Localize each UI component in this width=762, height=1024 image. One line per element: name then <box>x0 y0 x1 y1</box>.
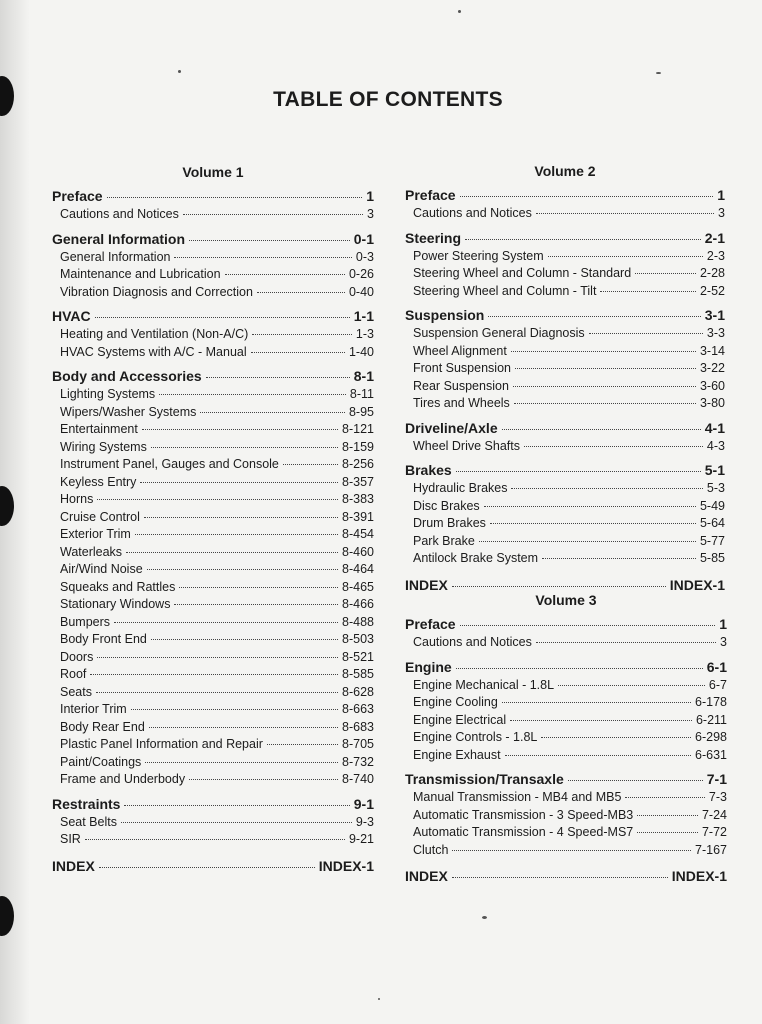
entry-label: Driveline/Axle <box>405 419 498 436</box>
dot-leader <box>149 726 338 728</box>
toc-entry-hydraulic-brakes <box>405 481 725 499</box>
entry-page-number: INDEX-1 <box>671 868 727 884</box>
entry-page-number: 8-663 <box>342 702 374 716</box>
dot-leader <box>151 446 338 448</box>
toc-entry-exterior-trim <box>52 527 374 545</box>
dot-leader <box>452 876 668 878</box>
paper-speck <box>458 10 461 13</box>
section-heading-index <box>52 858 374 877</box>
entry-label: Restraints <box>52 795 121 812</box>
dot-leader <box>99 866 315 868</box>
toc-entry-keyless-entry <box>52 475 374 493</box>
entry-page-number: 3-60 <box>699 378 725 393</box>
dot-leader <box>97 656 338 658</box>
toc-entry-lighting-systems <box>52 387 374 405</box>
dot-leader <box>488 315 700 317</box>
entry-page-number: 2-3 <box>706 248 725 263</box>
entry-label: Cautions and Notices <box>413 206 532 220</box>
dot-leader <box>131 708 338 710</box>
dot-leader <box>536 641 716 643</box>
dot-leader <box>107 196 363 198</box>
entry-page-number: INDEX-1 <box>318 857 374 874</box>
entry-label: Exterior Trim <box>60 527 131 541</box>
entry-page-number: 9-1 <box>353 795 374 812</box>
dot-leader <box>452 585 666 587</box>
entry-page-number: 2-1 <box>704 229 725 246</box>
dot-leader <box>174 256 351 258</box>
toc-entry-engine-exhaust <box>405 748 727 766</box>
entry-label: Drum Brakes <box>413 516 486 530</box>
entry-label: Steering Wheel and Column - Tilt <box>413 283 597 298</box>
dot-leader <box>206 376 350 378</box>
entry-label: Horns <box>60 492 94 506</box>
toc-entry-entertainment <box>52 422 374 440</box>
dot-leader <box>548 255 703 257</box>
entry-page-number: 6-298 <box>695 730 727 744</box>
entry-page-number: 8-454 <box>342 527 374 541</box>
entry-page-number: 6-178 <box>695 695 727 709</box>
toc-entry-drum-brakes <box>405 516 725 534</box>
section-heading-preface <box>405 616 727 635</box>
dot-leader <box>625 796 705 798</box>
entry-page-number: 3-3 <box>706 326 725 340</box>
entry-page-number: 4-1 <box>704 419 725 436</box>
toc-entry-engine-electrical <box>405 713 727 731</box>
dot-leader <box>456 470 701 472</box>
toc-entry-frame-and-underbody <box>52 772 374 790</box>
section-heading-body-and-accessories <box>52 368 374 387</box>
section-heading-suspension <box>405 307 725 326</box>
entry-label: SIR <box>60 832 81 846</box>
page-title: TABLE OF CONTENTS <box>273 88 503 111</box>
toc-entry-stationary-windows <box>52 597 374 615</box>
toc-entry-cautions-and-notices <box>405 206 725 224</box>
entry-page-number: 3 <box>367 207 374 221</box>
entry-label: Frame and Underbody <box>60 772 186 786</box>
toc-entry-front-suspension <box>405 361 725 379</box>
dot-leader <box>456 667 703 669</box>
entry-label: Seats <box>60 684 92 699</box>
entry-page-number: 2-28 <box>699 266 725 280</box>
toc-entry-automatic-transmission-3-speed-mb3 <box>405 808 727 826</box>
entry-label: Body and Accessories <box>52 368 202 384</box>
toc-entry-general-information <box>52 250 374 268</box>
toc-entry-wheel-alignment <box>405 344 725 362</box>
entry-label: Cautions and Notices <box>60 207 179 221</box>
entry-label: Suspension General Diagnosis <box>413 326 585 340</box>
dot-leader <box>511 487 702 489</box>
toc-entry-park-brake <box>405 534 725 552</box>
entry-label: Plastic Panel Information and Repair <box>60 737 263 751</box>
entry-page-number: 0-26 <box>348 267 374 281</box>
entry-label: Squeaks and Rattles <box>60 579 176 594</box>
entry-label: Instrument Panel, Gauges and Console <box>60 457 279 471</box>
toc-entry-instrument-panel-gauges-and-console <box>52 457 374 475</box>
toc-entry-paint-coatings <box>52 755 374 773</box>
entry-page-number: 5-77 <box>699 533 725 548</box>
entry-label: Wipers/Washer Systems <box>60 404 197 419</box>
entry-label: HVAC Systems with A/C - Manual <box>60 344 247 359</box>
entry-page-number: 6-631 <box>695 747 727 762</box>
dot-leader <box>151 638 338 640</box>
dot-leader <box>147 568 338 570</box>
toc-entry-steering-wheel-and-column-tilt <box>405 284 725 302</box>
toc-entry-manual-transmission-mb4-and-mb5 <box>405 790 727 808</box>
entry-label: Suspension <box>405 307 485 323</box>
toc-entry-roof <box>52 667 374 685</box>
volume-3-column <box>405 592 727 887</box>
dot-leader <box>140 481 338 483</box>
entry-page-number: 7-1 <box>706 771 727 787</box>
dot-leader <box>510 719 692 721</box>
toc-entry-engine-mechanical-1-8l <box>405 678 727 696</box>
dot-leader <box>460 195 714 197</box>
toc-entry-waterleaks <box>52 545 374 563</box>
dot-leader <box>124 804 349 806</box>
entry-label: Steering Wheel and Column - Standard <box>413 266 632 280</box>
entry-label: HVAC <box>52 308 91 324</box>
entry-page-number: 8-465 <box>342 579 374 594</box>
entry-page-number: 3 <box>718 206 725 220</box>
entry-label: Wheel Alignment <box>413 343 507 358</box>
dot-leader <box>637 831 698 833</box>
entry-label: Park Brake <box>413 533 475 548</box>
toc-entry-wipers-washer-systems <box>52 405 374 423</box>
entry-label: Interior Trim <box>60 702 127 716</box>
section-heading-general-information <box>52 231 374 250</box>
toc-entry-air-wind-noise <box>52 562 374 580</box>
dot-leader <box>183 213 363 215</box>
entry-label: Engine Mechanical - 1.8L <box>413 677 555 692</box>
dot-leader <box>174 603 338 605</box>
entry-label: Automatic Transmission - 3 Speed-MB3 <box>413 807 634 822</box>
entry-label: Automatic Transmission - 4 Speed-MS7 <box>413 825 634 839</box>
entry-label: INDEX <box>52 857 95 874</box>
dot-leader <box>514 402 696 404</box>
toc-entry-bumpers <box>52 615 374 633</box>
entry-page-number: 8-1 <box>353 368 374 384</box>
entry-label: Roof <box>60 667 87 681</box>
entry-page-number: 5-1 <box>704 462 725 478</box>
entry-label: Heating and Ventilation (Non-A/C) <box>60 327 249 341</box>
toc-entry-cautions-and-notices <box>405 635 727 653</box>
toc-entry-hvac-systems-with-a-c-manual <box>52 345 374 363</box>
toc-entry-engine-controls-1-8l <box>405 730 727 748</box>
entry-label: Stationary Windows <box>60 597 171 611</box>
dot-leader <box>114 621 338 623</box>
entry-label: Lighting Systems <box>60 387 156 401</box>
dot-leader <box>600 290 696 292</box>
entry-label: Engine Electrical <box>413 712 507 727</box>
dot-leader <box>189 778 338 780</box>
dot-leader <box>144 516 338 518</box>
entry-label: Keyless Entry <box>60 474 137 489</box>
entry-label: Engine <box>405 658 452 675</box>
volume-1-column <box>52 164 374 877</box>
entry-page-number: 8-121 <box>342 422 374 436</box>
section-heading-preface <box>405 187 725 206</box>
entry-label: Disc Brakes <box>413 498 480 513</box>
dot-leader <box>542 557 696 559</box>
volume-title: Volume 1 <box>182 164 244 180</box>
dot-leader <box>145 761 338 763</box>
entry-page-number: 3 <box>720 635 727 649</box>
dot-leader <box>126 551 338 553</box>
entry-label: Wheel Drive Shafts <box>413 438 520 453</box>
entry-page-number: 5-64 <box>699 516 725 530</box>
entry-page-number: 6-211 <box>695 712 727 727</box>
dot-leader <box>452 849 691 851</box>
entry-label: Tires and Wheels <box>413 396 510 410</box>
entry-page-number: 3-14 <box>699 343 725 358</box>
toc-entry-steering-wheel-and-column-standard <box>405 266 725 284</box>
dot-leader <box>524 445 703 447</box>
paper-speck <box>656 72 661 74</box>
entry-page-number: 8-159 <box>342 439 374 454</box>
entry-label: Air/Wind Noise <box>60 562 143 576</box>
toc-entry-cruise-control <box>52 510 374 528</box>
dot-leader <box>257 291 345 293</box>
toc-entry-body-rear-end <box>52 720 374 738</box>
dot-leader <box>637 814 698 816</box>
entry-label: INDEX <box>405 576 448 593</box>
dot-leader <box>251 351 345 353</box>
section-heading-brakes <box>405 462 725 481</box>
dot-leader <box>536 212 714 214</box>
entry-page-number: 9-3 <box>355 814 374 829</box>
entry-page-number: 8-11 <box>349 387 374 401</box>
toc-entry-suspension-general-diagnosis <box>405 326 725 344</box>
entry-label: General Information <box>60 249 171 264</box>
entry-label: Doors <box>60 649 94 664</box>
dot-leader <box>85 838 345 840</box>
entry-label: Transmission/Transaxle <box>405 771 564 787</box>
toc-entry-clutch <box>405 843 727 861</box>
dot-leader <box>189 239 350 241</box>
entry-page-number: 8-740 <box>342 772 374 786</box>
dot-leader <box>460 624 716 626</box>
paper-speck <box>178 70 181 73</box>
toc-entry-tires-and-wheels <box>405 396 725 414</box>
entry-label: Seat Belts <box>60 814 117 829</box>
toc-entry-rear-suspension <box>405 379 725 397</box>
entry-page-number: 8-383 <box>342 492 374 506</box>
dot-leader <box>505 754 691 756</box>
dot-leader <box>252 333 352 335</box>
entry-label: Antilock Brake System <box>413 551 539 565</box>
dot-leader <box>159 393 346 395</box>
toc-entry-body-front-end <box>52 632 374 650</box>
dot-leader <box>515 367 696 369</box>
section-heading-steering <box>405 230 725 249</box>
entry-page-number: 8-466 <box>342 597 374 611</box>
entry-page-number: 8-464 <box>342 562 374 576</box>
entry-label: Preface <box>52 188 103 204</box>
toc-entry-seats <box>52 685 374 703</box>
entry-page-number: 2-52 <box>699 283 725 298</box>
toc-entry-power-steering-system <box>405 249 725 267</box>
dot-leader <box>589 332 703 334</box>
section-heading-hvac <box>52 308 374 327</box>
dot-leader <box>283 463 338 465</box>
toc-entry-horns <box>52 492 374 510</box>
entry-page-number: 5-3 <box>706 481 725 495</box>
paper-speck <box>378 998 380 1000</box>
dot-leader <box>135 533 338 535</box>
entry-page-number: 3-80 <box>699 396 725 410</box>
entry-page-number: 8-521 <box>342 649 374 664</box>
entry-label: Cruise Control <box>60 509 140 524</box>
dot-leader <box>479 540 696 542</box>
entry-label: Hydraulic Brakes <box>413 481 508 495</box>
entry-label: Preface <box>405 616 456 632</box>
entry-page-number: 8-705 <box>342 737 374 751</box>
volume-2-column <box>405 163 725 596</box>
entry-page-number: 3-1 <box>704 307 725 323</box>
entry-page-number: 1 <box>717 187 725 203</box>
volume-title: Volume 2 <box>534 163 596 179</box>
section-heading-transmission-transaxle <box>405 771 727 790</box>
entry-page-number: 8-95 <box>348 404 374 419</box>
dot-leader <box>267 743 338 745</box>
entry-page-number: 1 <box>366 188 374 204</box>
toc-entry-antilock-brake-system <box>405 551 725 569</box>
dot-leader <box>465 238 701 240</box>
entry-page-number: 8-391 <box>342 509 374 524</box>
paper-speck <box>482 916 487 919</box>
entry-label: INDEX <box>405 868 448 884</box>
entry-page-number: 5-49 <box>699 498 725 513</box>
toc-entry-disc-brakes <box>405 499 725 517</box>
entry-page-number: 8-488 <box>342 614 374 629</box>
entry-page-number: 1-40 <box>348 344 374 359</box>
section-heading-restraints <box>52 796 374 815</box>
entry-page-number: 8-628 <box>342 684 374 699</box>
entry-label: Body Rear End <box>60 719 145 734</box>
entry-page-number: 8-357 <box>342 474 374 489</box>
entry-page-number: 9-21 <box>348 832 374 846</box>
section-heading-driveline-axle <box>405 420 725 439</box>
entry-page-number: 1-1 <box>353 308 374 324</box>
entry-label: Engine Controls - 1.8L <box>413 730 538 744</box>
entry-label: Power Steering System <box>413 248 544 263</box>
section-heading-index <box>405 868 727 887</box>
toc-entry-squeaks-and-rattles <box>52 580 374 598</box>
entry-page-number: 7-167 <box>695 842 727 857</box>
entry-label: Wiring Systems <box>60 439 147 454</box>
entry-page-number: 7-72 <box>701 825 727 839</box>
dot-leader <box>558 684 705 686</box>
dot-leader <box>484 505 696 507</box>
toc-entry-wiring-systems <box>52 440 374 458</box>
toc-entry-engine-cooling <box>405 695 727 713</box>
entry-label: Rear Suspension <box>413 378 509 393</box>
entry-label: Engine Exhaust <box>413 747 501 762</box>
entry-page-number: 8-732 <box>342 754 374 769</box>
entry-label: Clutch <box>413 842 449 857</box>
dot-leader <box>96 691 338 693</box>
dot-leader <box>490 522 696 524</box>
entry-label: Preface <box>405 187 456 203</box>
entry-page-number: 8-256 <box>342 457 374 471</box>
dot-leader <box>541 736 691 738</box>
entry-label: Front Suspension <box>413 361 511 375</box>
entry-label: Waterleaks <box>60 544 123 559</box>
toc-entry-cautions-and-notices <box>52 207 374 225</box>
entry-label: Vibration Diagnosis and Correction <box>60 284 253 299</box>
toc-entry-seat-belts <box>52 815 374 833</box>
entry-page-number: 1-3 <box>355 327 374 341</box>
dot-leader <box>97 498 338 500</box>
entry-label: Engine Cooling <box>413 695 498 709</box>
toc-entry-doors <box>52 650 374 668</box>
entry-page-number: 0-1 <box>353 230 374 247</box>
entry-page-number: 0-40 <box>348 284 374 299</box>
dot-leader <box>142 428 338 430</box>
entry-page-number: 6-1 <box>706 658 727 675</box>
toc-entry-sir <box>52 832 374 850</box>
toc-entry-plastic-panel-information-and-repair <box>52 737 374 755</box>
toc-entry-maintenance-and-lubrication <box>52 267 374 285</box>
entry-label: Brakes <box>405 462 452 478</box>
dot-leader <box>179 586 338 588</box>
entry-page-number: 6-7 <box>708 677 727 692</box>
entry-label: Bumpers <box>60 614 111 629</box>
dot-leader <box>511 350 696 352</box>
entry-page-number: 8-460 <box>342 544 374 559</box>
entry-page-number: 5-85 <box>699 551 725 565</box>
entry-page-number: 1 <box>719 616 727 632</box>
dot-leader <box>225 273 345 275</box>
dot-leader <box>90 673 338 675</box>
entry-label: Cautions and Notices <box>413 635 532 649</box>
section-heading-preface <box>52 188 374 207</box>
entry-label: Paint/Coatings <box>60 754 142 769</box>
entry-page-number: 8-683 <box>342 719 374 734</box>
toc-entry-heating-and-ventilation-non-a-c <box>52 327 374 345</box>
volume-title: Volume 3 <box>535 592 597 608</box>
toc-entry-interior-trim <box>52 702 374 720</box>
entry-label: Manual Transmission - MB4 and MB5 <box>413 790 622 804</box>
entry-page-number: 7-24 <box>701 807 727 822</box>
entry-page-number: 8-503 <box>342 632 374 646</box>
dot-leader <box>121 821 352 823</box>
toc-entry-automatic-transmission-4-speed-ms7 <box>405 825 727 843</box>
entry-page-number: 8-585 <box>342 667 374 681</box>
entry-label: Entertainment <box>60 422 138 436</box>
entry-page-number: 3-22 <box>699 361 725 375</box>
entry-label: Steering <box>405 229 462 246</box>
dot-leader <box>95 316 350 318</box>
entry-page-number: 4-3 <box>706 438 725 453</box>
dot-leader <box>502 428 701 430</box>
entry-label: General Information <box>52 230 186 247</box>
entry-page-number: 7-3 <box>708 790 727 804</box>
section-heading-engine <box>405 659 727 678</box>
entry-label: Body Front End <box>60 632 147 646</box>
entry-page-number: INDEX-1 <box>669 576 725 593</box>
toc-entry-vibration-diagnosis-and-correction <box>52 285 374 303</box>
entry-label: Maintenance and Lubrication <box>60 267 221 281</box>
dot-leader <box>513 385 696 387</box>
dot-leader <box>200 411 345 413</box>
dot-leader <box>635 272 696 274</box>
dot-leader <box>502 701 691 703</box>
toc-entry-wheel-drive-shafts <box>405 439 725 457</box>
dot-leader <box>568 779 703 781</box>
entry-page-number: 0-3 <box>355 249 374 264</box>
